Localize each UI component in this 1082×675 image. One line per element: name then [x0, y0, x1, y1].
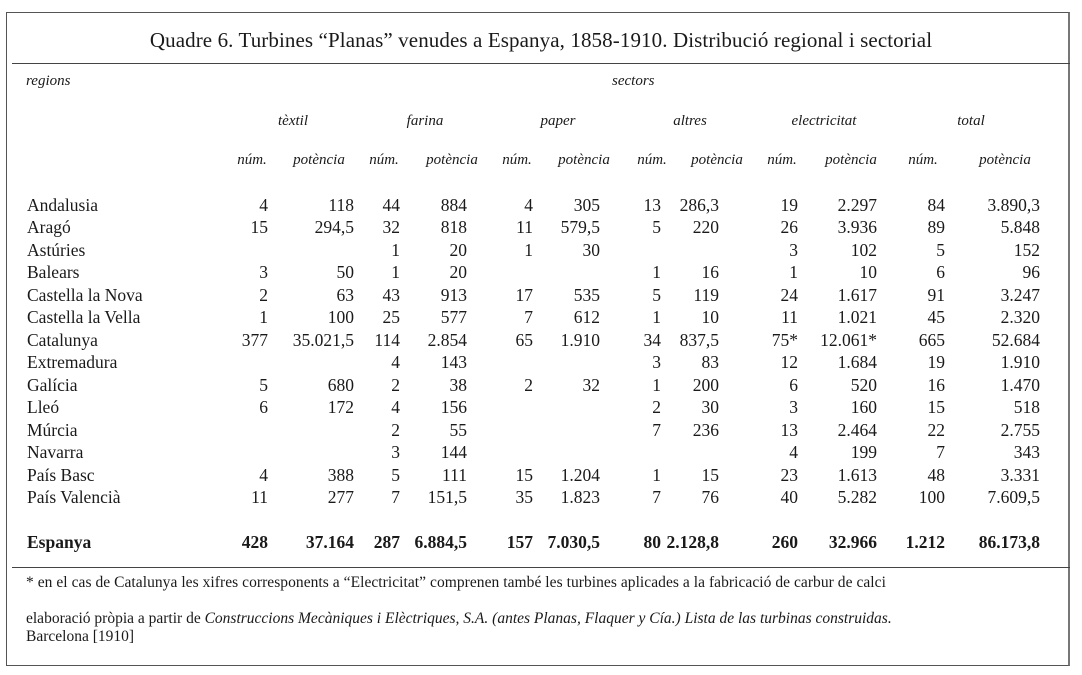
num-cell: 2	[391, 375, 400, 395]
num-cell: 7	[524, 307, 533, 327]
bottom-rule	[12, 567, 1070, 568]
potencia-cell: 5.848	[1000, 217, 1040, 237]
potencia-cell: 16	[701, 262, 719, 282]
num-cell: 665	[918, 330, 945, 350]
potencia-cell: 55	[449, 420, 467, 440]
region-name: Castella la Vella	[27, 307, 141, 327]
potencia-cell: 818	[440, 217, 467, 237]
num-cell: 15	[927, 397, 945, 417]
potencia-cell: 1.470	[1000, 375, 1040, 395]
num-cell: 48	[927, 465, 945, 485]
num-cell: 7	[652, 487, 661, 507]
potencia-cell: 156	[440, 397, 467, 417]
region-name: Lleó	[27, 397, 60, 417]
region-name: Andalusia	[27, 195, 98, 215]
potencia-cell: 577	[440, 307, 467, 327]
potencia-cell: 535	[573, 285, 600, 305]
num-cell: 11	[251, 487, 268, 507]
num-cell: 5	[259, 375, 268, 395]
num-cell: 35	[515, 487, 533, 507]
potencia-cell: 520	[850, 375, 877, 395]
potencia-cell: 151,5	[427, 487, 467, 507]
regions-label: regions	[26, 73, 71, 89]
potencia-cell: 37.164	[305, 532, 354, 552]
num-cell: 15	[515, 465, 533, 485]
num-cell: 45	[927, 307, 945, 327]
potencia-cell: 10	[859, 262, 877, 282]
potencia-cell: 294,5	[314, 217, 354, 237]
num-cell: 22	[927, 420, 945, 440]
potencia-cell: 236	[692, 420, 719, 440]
num-cell: 4	[789, 442, 798, 462]
num-cell: 5	[652, 285, 661, 305]
num-cell: 7	[391, 487, 400, 507]
potencia-cell: 612	[573, 307, 600, 327]
potencia-cell: 172	[327, 397, 354, 417]
region-name: Navarra	[27, 442, 84, 462]
num-cell: 24	[780, 285, 798, 305]
potencia-cell: 1.910	[1000, 352, 1040, 372]
num-cell: 3	[789, 240, 798, 260]
num-subheader: núm.	[502, 152, 532, 168]
potencia-subheader: potència	[979, 152, 1031, 168]
potencia-cell: 30	[701, 397, 719, 417]
potencia-cell: 96	[1022, 262, 1040, 282]
potencia-cell: 579,5	[560, 217, 600, 237]
num-cell: 32	[382, 217, 400, 237]
num-cell: 100	[918, 487, 945, 507]
num-cell: 43	[382, 285, 400, 305]
num-cell: 3	[789, 397, 798, 417]
potencia-cell: 152	[1013, 240, 1040, 260]
num-subheader: núm.	[637, 152, 667, 168]
potencia-cell: 200	[692, 375, 719, 395]
num-cell: 23	[780, 465, 798, 485]
potencia-cell: 20	[449, 240, 467, 260]
num-cell: 13	[643, 195, 661, 215]
potencia-cell: 35.021,5	[292, 330, 354, 350]
num-cell: 7	[936, 442, 945, 462]
potencia-subheader: potència	[558, 152, 610, 168]
num-cell: 1	[652, 307, 661, 327]
potencia-cell: 277	[327, 487, 354, 507]
potencia-cell: 343	[1013, 442, 1040, 462]
region-name: Astúries	[27, 240, 86, 260]
num-cell: 15	[250, 217, 268, 237]
potencia-cell: 144	[440, 442, 467, 462]
sector-header: farina	[406, 113, 444, 129]
region-name: Múrcia	[27, 420, 78, 440]
potencia-cell: 15	[701, 465, 719, 485]
num-cell: 89	[927, 217, 945, 237]
num-cell: 40	[780, 487, 798, 507]
potencia-cell: 1.204	[560, 465, 600, 485]
potencia-cell: 305	[573, 195, 600, 215]
potencia-cell: 1.613	[837, 465, 877, 485]
region-name: Balears	[27, 262, 80, 282]
potencia-cell: 100	[327, 307, 354, 327]
num-cell: 75*	[771, 330, 798, 350]
num-cell: 1	[652, 375, 661, 395]
num-cell: 7	[652, 420, 661, 440]
num-cell: 25	[382, 307, 400, 327]
sector-header: paper	[540, 113, 576, 129]
footnote-source	[26, 610, 892, 628]
top-rule	[12, 63, 1070, 64]
num-cell: 11	[516, 217, 533, 237]
potencia-subheader: potència	[691, 152, 743, 168]
potencia-subheader: potència	[825, 152, 877, 168]
potencia-cell: 884	[440, 195, 467, 215]
num-cell: 2	[652, 397, 661, 417]
num-cell: 91	[927, 285, 945, 305]
potencia-cell: 2.297	[837, 195, 877, 215]
region-name: Extremadura	[27, 352, 118, 372]
num-cell: 3	[391, 442, 400, 462]
num-cell: 1.212	[905, 532, 945, 552]
potencia-cell: 20	[449, 262, 467, 282]
num-cell: 377	[241, 330, 268, 350]
num-cell: 6	[789, 375, 798, 395]
potencia-cell: 1.910	[560, 330, 600, 350]
region-name: Espanya	[27, 532, 92, 552]
num-cell: 2	[524, 375, 533, 395]
num-cell: 17	[515, 285, 533, 305]
region-name: Catalunya	[27, 330, 98, 350]
num-subheader: núm.	[369, 152, 399, 168]
potencia-cell: 7.030,5	[547, 532, 600, 552]
potencia-cell: 3.890,3	[987, 195, 1040, 215]
num-cell: 12	[780, 352, 798, 372]
sector-header: electricitat	[791, 113, 857, 129]
potencia-cell: 518	[1013, 397, 1040, 417]
potencia-cell: 1.684	[837, 352, 877, 372]
potencia-cell: 160	[850, 397, 877, 417]
sector-header: total	[957, 113, 985, 129]
region-name: Galícia	[27, 375, 78, 395]
num-cell: 34	[643, 330, 661, 350]
potencia-cell: 3.936	[837, 217, 877, 237]
potencia-cell: 12.061*	[820, 330, 877, 350]
potencia-cell: 76	[701, 487, 719, 507]
num-cell: 65	[515, 330, 533, 350]
num-cell: 4	[259, 465, 268, 485]
source-prefix: elaboració pròpia a partir de	[26, 610, 205, 627]
num-cell: 1	[391, 240, 400, 260]
table-title: Quadre 6. Turbines “Planas” venudes a Espanya, 1858-1910. Distribució regional i sectorial	[149, 28, 933, 52]
num-cell: 44	[382, 195, 400, 215]
potencia-cell: 118	[328, 195, 354, 215]
num-cell: 19	[780, 195, 798, 215]
potencia-cell: 32	[582, 375, 600, 395]
potencia-cell: 111	[442, 465, 467, 485]
potencia-cell: 50	[336, 262, 354, 282]
potencia-cell: 2.464	[837, 420, 877, 440]
potencia-cell: 2.128,8	[666, 532, 719, 552]
num-cell: 1	[789, 262, 798, 282]
footnote-note: * en el cas de Catalunya les xifres corresponents a “Electricitat” comprenen també les turbines aplicades a la fabricació de carbur de calci	[26, 574, 886, 591]
num-cell: 1	[524, 240, 533, 260]
potencia-cell: 1.021	[837, 307, 877, 327]
num-cell: 11	[781, 307, 798, 327]
num-subheader: núm.	[908, 152, 938, 168]
potencia-cell: 913	[440, 285, 467, 305]
num-cell: 428	[241, 532, 268, 552]
num-subheader: núm.	[767, 152, 797, 168]
num-cell: 114	[374, 330, 400, 350]
num-cell: 260	[771, 532, 798, 552]
num-cell: 5	[936, 240, 945, 260]
potencia-cell: 5.282	[837, 487, 877, 507]
footnote-source-place: Barcelona [1910]	[26, 628, 135, 645]
region-name: Aragó	[27, 217, 71, 237]
region-name: País Valencià	[27, 487, 121, 507]
sectors-label: sectors	[612, 73, 655, 89]
potencia-cell: 1.823	[560, 487, 600, 507]
num-cell: 3	[259, 262, 268, 282]
potencia-cell: 52.684	[991, 330, 1040, 350]
region-name: País Basc	[27, 465, 95, 485]
potencia-cell: 199	[850, 442, 877, 462]
num-cell: 13	[780, 420, 798, 440]
potencia-cell: 32.966	[828, 532, 877, 552]
num-cell: 5	[652, 217, 661, 237]
potencia-cell: 83	[701, 352, 719, 372]
num-subheader: núm.	[237, 152, 267, 168]
num-cell: 6	[259, 397, 268, 417]
potencia-cell: 30	[582, 240, 600, 260]
num-cell: 26	[780, 217, 798, 237]
potencia-cell: 2.320	[1000, 307, 1040, 327]
num-cell: 1	[652, 262, 661, 282]
potencia-cell: 143	[440, 352, 467, 372]
potencia-cell: 3.247	[1000, 285, 1040, 305]
region-name: Castella la Nova	[27, 285, 143, 305]
num-cell: 6	[936, 262, 945, 282]
potencia-cell: 119	[693, 285, 719, 305]
potencia-cell: 2.854	[427, 330, 467, 350]
num-cell: 5	[391, 465, 400, 485]
num-cell: 3	[652, 352, 661, 372]
sector-header: altres	[673, 113, 707, 129]
potencia-cell: 38	[449, 375, 467, 395]
potencia-cell: 63	[336, 285, 354, 305]
num-cell: 1	[391, 262, 400, 282]
num-cell: 2	[259, 285, 268, 305]
potencia-cell: 837,5	[679, 330, 719, 350]
potencia-cell: 3.331	[1000, 465, 1040, 485]
potencia-cell: 388	[327, 465, 354, 485]
source-title: Construccions Mecàniques i Elèctriques, S.A. (antes Planas, Flaquer y Cía.) Lista de las turbinas construidas.	[204, 610, 892, 627]
num-cell: 287	[373, 532, 400, 552]
num-cell: 4	[391, 352, 400, 372]
potencia-cell: 7.609,5	[987, 487, 1040, 507]
potencia-subheader: potència	[293, 152, 345, 168]
potencia-cell: 10	[701, 307, 719, 327]
potencia-cell: 6.884,5	[414, 532, 467, 552]
num-cell: 4	[259, 195, 268, 215]
num-cell: 1	[652, 465, 661, 485]
potencia-cell: 86.173,8	[978, 532, 1040, 552]
num-cell: 4	[391, 397, 400, 417]
num-cell: 80	[643, 532, 661, 552]
num-cell: 4	[524, 195, 533, 215]
potencia-cell: 1.617	[837, 285, 877, 305]
num-cell: 84	[927, 195, 945, 215]
potencia-cell: 220	[692, 217, 719, 237]
potencia-cell: 286,3	[679, 195, 719, 215]
num-cell: 1	[259, 307, 268, 327]
num-cell: 19	[927, 352, 945, 372]
num-cell: 16	[927, 375, 945, 395]
num-cell: 2	[391, 420, 400, 440]
sector-header: tèxtil	[278, 113, 308, 129]
potencia-cell: 680	[327, 375, 354, 395]
potencia-cell: 2.755	[1000, 420, 1040, 440]
potencia-cell: 102	[850, 240, 877, 260]
potencia-subheader: potència	[426, 152, 478, 168]
num-cell: 157	[506, 532, 533, 552]
